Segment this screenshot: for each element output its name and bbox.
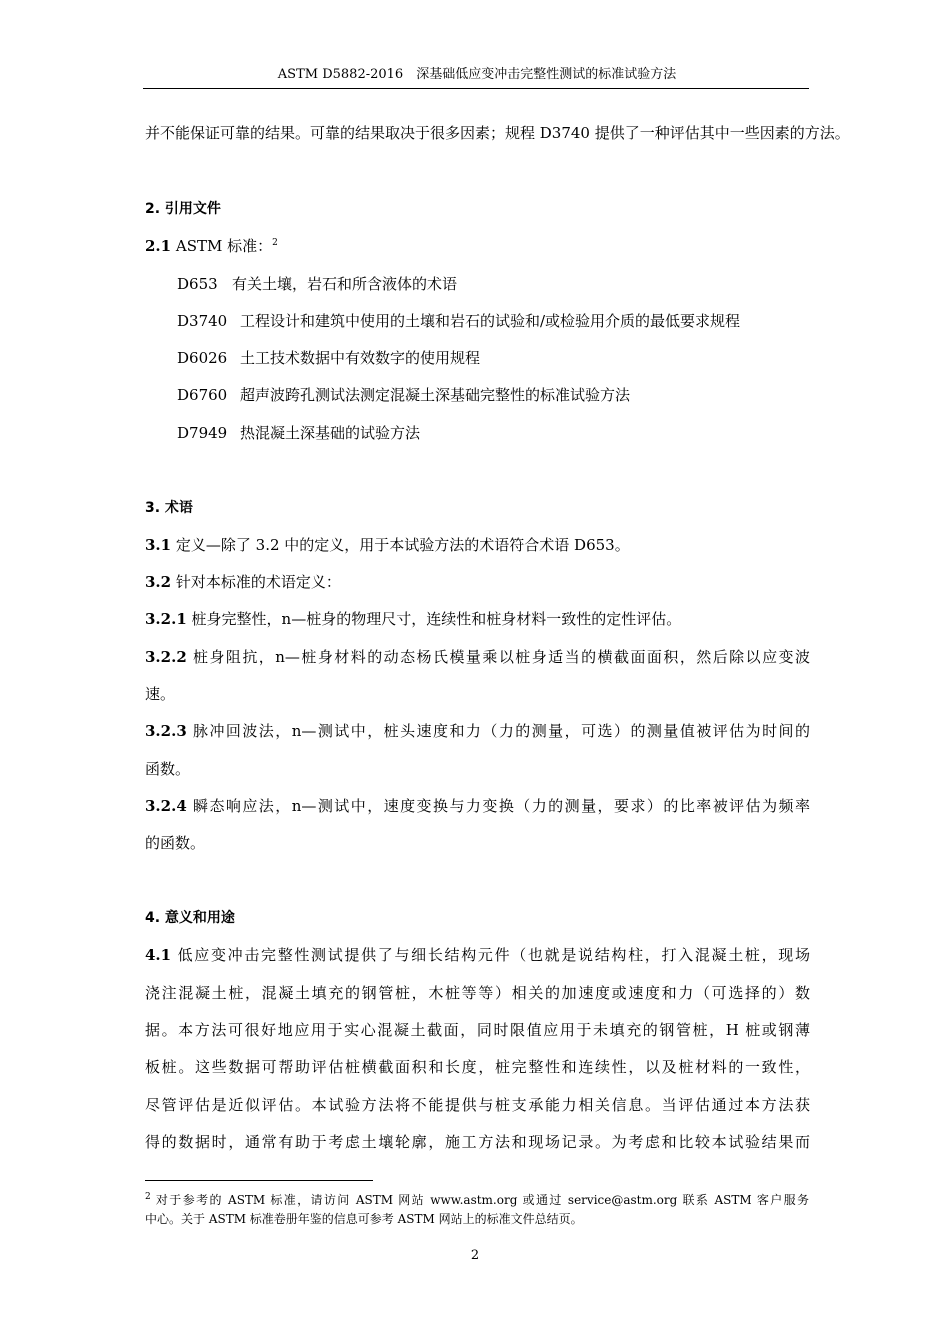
page-number: 2	[470, 1248, 480, 1263]
section-4-heading: 4. 意义和用途	[145, 910, 235, 926]
section-2-heading: 2. 引用文件	[145, 201, 221, 217]
clause-3-2	[145, 572, 810, 592]
clause-text: 脉冲回波法，n—测试中，桩头速度和力（力的测量，可选）的测量值被评估为时间的	[186, 722, 810, 740]
clause-3-2-2-cont: 速。	[145, 685, 176, 703]
reference-item	[177, 311, 842, 331]
reference-item	[177, 348, 842, 368]
footnote-rule	[145, 1180, 373, 1181]
clause-number: 3.2.1	[145, 610, 187, 628]
reference-title: 热混凝土深基础的试验方法	[240, 424, 421, 442]
reference-title: 有关土壤，岩石和所含液体的术语	[232, 275, 458, 293]
reference-code: D6026	[177, 349, 228, 367]
paragraph-line: 据。本方法可很好地应用于实心混凝土截面，同时限值应用于未填充的钢管桩，H 桩或钢薄	[145, 1021, 810, 1039]
reference-item	[177, 385, 842, 405]
clause-3-1	[145, 535, 810, 555]
reference-code: D3740	[177, 312, 228, 330]
clause-text: ASTM 标准：	[171, 237, 273, 255]
paragraph-line: 尽管评估是近似评估。本试验方法将不能提供与桩支承能力相关信息。当评估通过本方法获	[145, 1096, 810, 1114]
clause-number: 3.2.3	[145, 722, 187, 740]
clause-2-1	[145, 236, 810, 256]
footnote-ref: 2	[272, 238, 278, 248]
header-rule	[143, 88, 809, 89]
reference-code: D7949	[177, 424, 228, 442]
paragraph-line: 浇注混凝土桩，混凝土填充的钢管桩，木桩等等）相关的加速度或速度和力（可选择的）数	[145, 984, 810, 1002]
clause-text: 桩身完整性，n—桩身的物理尺寸，连续性和桩身材料一致性的定性评估。	[186, 610, 682, 628]
clause-3-2-3	[145, 721, 810, 741]
clause-number: 3.2	[145, 573, 172, 591]
reference-item	[177, 423, 842, 443]
clause-3-2-3-cont: 函数。	[145, 760, 191, 778]
footnote	[145, 1191, 809, 1209]
reference-title: 土工技术数据中有效数字的使用规程	[240, 349, 481, 367]
footnote-text: 对于参考的 ASTM 标准，请访问 ASTM 网站 www.astm.org 或通过 service@astm.org 联系 ASTM 客户服务	[150, 1193, 809, 1207]
clause-text: 定义—除了 3.2 中的定义，用于本试验方法的术语符合术语 D653。	[171, 536, 630, 554]
clause-3-2-4	[145, 796, 810, 816]
paragraph-line: 得的数据时，通常有助于考虑土壤轮廓，施工方法和现场记录。为考虑和比较本试验结果而	[145, 1133, 810, 1151]
intro-line: 并不能保证可靠的结果。可靠的结果取决于很多因素；规程 D3740 提供了一种评估其中一些因素的方法。	[145, 124, 850, 142]
clause-3-2-2	[145, 647, 810, 667]
reference-title: 超声波跨孔测试法测定混凝土深基础完整性的标准试验方法	[240, 386, 631, 404]
clause-number: 4.1	[145, 946, 172, 964]
clause-4-1	[145, 945, 810, 965]
clause-number: 3.2.2	[145, 648, 187, 666]
clause-3-2-4-cont: 的函数。	[145, 834, 206, 852]
footnote-cont: 中心。关于 ASTM 标准卷册年鉴的信息可参考 ASTM 网站上的标准文件总结页。	[145, 1212, 583, 1226]
section-3-heading: 3. 术语	[145, 500, 193, 516]
clause-text: 针对本标准的术语定义：	[171, 573, 341, 591]
reference-item	[177, 274, 842, 294]
clause-number: 3.2.4	[145, 797, 187, 815]
reference-title: 工程设计和建筑中使用的土壤和岩石的试验和/或检验用介质的最低要求规程	[240, 312, 741, 330]
clause-text: 桩身阻抗，n—桩身材料的动态杨氏模量乘以桩身适当的横截面面积，然后除以应变波	[186, 648, 810, 666]
footnote-mark: 2	[145, 1192, 151, 1202]
reference-code: D6760	[177, 386, 228, 404]
clause-number: 2.1	[145, 237, 172, 255]
reference-code: D653	[177, 275, 218, 293]
running-header: ASTM D5882-2016 深基础低应变冲击完整性测试的标准试验方法	[277, 67, 677, 82]
clause-text: 低应变冲击完整性测试提供了与细长结构元件（也就是说结构柱，打入混凝土桩，现场	[171, 946, 810, 964]
clause-number: 3.1	[145, 536, 172, 554]
clause-3-2-1	[145, 609, 810, 629]
paragraph-line: 板桩。这些数据可帮助评估桩横截面积和长度，桩完整性和连续性，以及桩材料的一致性，	[145, 1058, 810, 1076]
clause-text: 瞬态响应法，n—测试中，速度变换与力变换（力的测量，要求）的比率被评估为频率	[186, 797, 810, 815]
